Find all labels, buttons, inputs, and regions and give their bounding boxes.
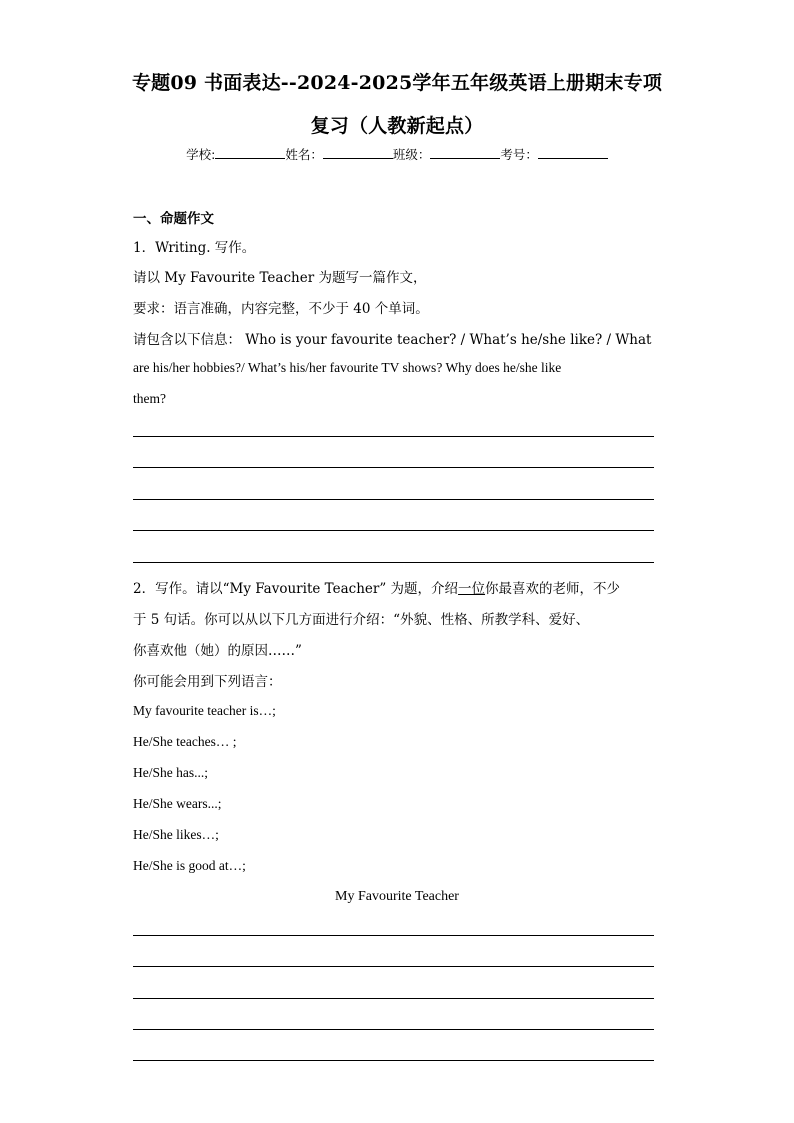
q1-instruction-1: 请以 My Favourite Teacher 为题写一篇作文， xyxy=(133,270,427,286)
exam-no-blank[interactable] xyxy=(538,146,608,159)
writing-line[interactable] xyxy=(133,436,654,437)
name-blank[interactable] xyxy=(323,146,393,159)
writing-line[interactable] xyxy=(133,1060,654,1061)
school-label: 学校: xyxy=(186,147,216,162)
writing-line[interactable] xyxy=(133,966,654,967)
exam-no-label: 考号： xyxy=(500,147,538,162)
q1-number: 1．Writing. 写作。 xyxy=(133,240,256,256)
q2-instruction-1 xyxy=(133,577,620,597)
writing-line[interactable] xyxy=(133,935,654,936)
q1-instruction-4: are his/her hobbies?/ What’s his/her favourite TV shows? Why does he/she like xyxy=(133,360,562,375)
phrase-item: He/She wears...; xyxy=(133,796,222,811)
q1-instruction-3: 请包含以下信息： Who is your favourite teacher? / What’s he/she like? / What xyxy=(133,332,652,348)
q2-instruction-3: 你喜欢他（她）的原因……” xyxy=(133,643,302,659)
q2-instruction-1-before: 2．写作。请以“My Favourite Teacher” 为题，介绍 xyxy=(133,581,459,597)
writing-line[interactable] xyxy=(133,998,654,999)
essay-title: My Favourite Teacher xyxy=(335,889,459,904)
student-info-row xyxy=(0,145,794,163)
section-heading: 一、命题作文 xyxy=(133,211,214,227)
class-label: 班级： xyxy=(392,147,431,162)
name-label: 姓名： xyxy=(285,147,323,162)
writing-line[interactable] xyxy=(133,467,654,468)
q2-instruction-2: 于 5 句话。你可以从以下几方面进行介绍：“外貌、性格、所教学科、爱好、 xyxy=(133,612,590,628)
q2-instruction-1-underlined: 一位 xyxy=(458,581,486,597)
phrase-item: He/She has...; xyxy=(133,765,208,780)
phrase-item: He/She teaches… ; xyxy=(133,734,237,749)
q1-instruction-2: 要求：语言准确，内容完整，不少于 40 个单词。 xyxy=(133,301,429,317)
q2-instruction-4: 你可能会用到下列语言： xyxy=(133,674,282,690)
class-blank[interactable] xyxy=(430,146,500,159)
phrase-item: He/She likes…; xyxy=(133,827,219,842)
page-title-line-1: 专题09 书面表达--2024-2025学年五年级英语上册期末专项 xyxy=(131,72,663,94)
page-title-line-2: 复习（人教新起点） xyxy=(310,115,484,137)
q1-instruction-5: them? xyxy=(133,391,166,406)
q2-instruction-1-after: 你最喜欢的老师，不少 xyxy=(485,581,621,597)
writing-line[interactable] xyxy=(133,562,654,563)
phrase-item: He/She is good at…; xyxy=(133,858,246,873)
school-blank[interactable] xyxy=(215,146,285,159)
writing-line[interactable] xyxy=(133,530,654,531)
phrase-item: My favourite teacher is…; xyxy=(133,703,276,718)
writing-line[interactable] xyxy=(133,1029,654,1030)
writing-line[interactable] xyxy=(133,499,654,500)
